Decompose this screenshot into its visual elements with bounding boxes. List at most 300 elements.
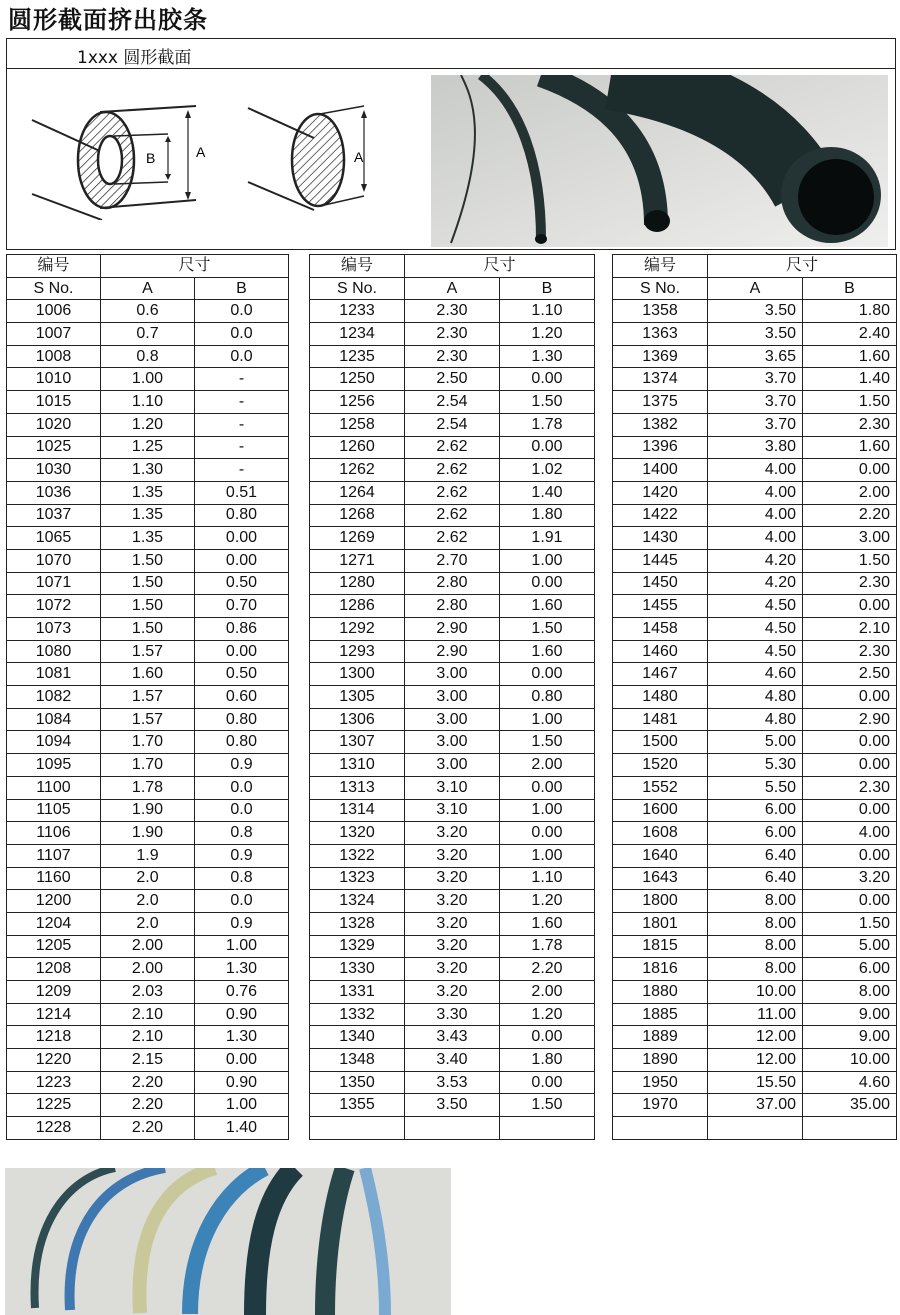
cell-a: 3.00	[405, 754, 500, 777]
cell-sno: 1600	[613, 799, 708, 822]
table-row	[613, 527, 897, 550]
cell-b: 1.60	[500, 912, 595, 935]
cell-b: 1.40	[195, 1117, 289, 1140]
cell-sno: 1358	[613, 300, 708, 323]
cell-b: 2.30	[803, 640, 897, 663]
table-row	[310, 844, 595, 867]
cell-a: 2.30	[405, 323, 500, 346]
cell-sno: 1080	[7, 640, 101, 663]
cell-sno: 1200	[7, 890, 101, 913]
cell-a: 3.00	[405, 686, 500, 709]
cell-a: 3.65	[708, 345, 803, 368]
table-row	[310, 618, 595, 641]
cell-b: 0.00	[195, 1049, 289, 1072]
cell-b: 1.20	[500, 1003, 595, 1026]
table-row	[7, 640, 289, 663]
cell-b: 6.00	[803, 958, 897, 981]
cell-a: 2.15	[101, 1049, 195, 1072]
cell-sno: 1552	[613, 776, 708, 799]
cell-b: 10.00	[803, 1049, 897, 1072]
cell-sno: 1422	[613, 504, 708, 527]
cell-a: 1.57	[101, 708, 195, 731]
cell-a: 2.62	[405, 504, 500, 527]
cell-sno: 1264	[310, 481, 405, 504]
cell-a: 4.50	[708, 640, 803, 663]
cell-b: 0.0	[195, 799, 289, 822]
table-row	[310, 527, 595, 550]
cell-sno: 1008	[7, 345, 101, 368]
cell-a: 0.6	[101, 300, 195, 323]
table-row	[310, 935, 595, 958]
cell-a: 3.20	[405, 890, 500, 913]
cell-sno: 1071	[7, 572, 101, 595]
cell-b: 1.00	[500, 708, 595, 731]
cell-sno: 1015	[7, 391, 101, 414]
cell-b: 0.0	[195, 345, 289, 368]
table-row	[613, 391, 897, 414]
cell-a: 3.50	[708, 323, 803, 346]
cell-sno: 1816	[613, 958, 708, 981]
table-row	[613, 799, 897, 822]
table-row	[613, 776, 897, 799]
table-row	[7, 890, 289, 913]
cell-sno: 1420	[613, 481, 708, 504]
table-row	[7, 481, 289, 504]
cell-a: 1.25	[101, 436, 195, 459]
table-row	[310, 504, 595, 527]
cell-a: 3.00	[405, 708, 500, 731]
cell-sno: 1458	[613, 618, 708, 641]
cell-b: 5.00	[803, 935, 897, 958]
cell-sno: 1467	[613, 663, 708, 686]
cell-sno: 1396	[613, 436, 708, 459]
cell-sno: 1262	[310, 459, 405, 482]
table-row	[310, 459, 595, 482]
table-row	[7, 867, 289, 890]
cell-b: 0.50	[195, 663, 289, 686]
cell-a: 1.57	[101, 640, 195, 663]
header-no-en: S No.	[7, 277, 101, 300]
cell-b: -	[195, 391, 289, 414]
cell-sno: 1500	[613, 731, 708, 754]
cell-b: 0.0	[195, 890, 289, 913]
table-row	[613, 1003, 897, 1026]
table-row	[310, 981, 595, 1004]
table-row	[310, 300, 595, 323]
cell-sno: 1970	[613, 1094, 708, 1117]
table-row	[310, 799, 595, 822]
cell-a: 2.0	[101, 912, 195, 935]
table-row	[310, 595, 595, 618]
cell-sno: 1889	[613, 1026, 708, 1049]
cell-b: 1.00	[195, 935, 289, 958]
cell-a: 1.90	[101, 799, 195, 822]
cell-sno: 1037	[7, 504, 101, 527]
table-row	[613, 1049, 897, 1072]
cell-b: 1.91	[500, 527, 595, 550]
cell-b: 2.00	[500, 754, 595, 777]
cell-b: 1.50	[500, 618, 595, 641]
cell-sno: 1006	[7, 300, 101, 323]
cell-b: 0.70	[195, 595, 289, 618]
table-row	[613, 345, 897, 368]
cell-b: 0.00	[803, 799, 897, 822]
table-row	[7, 686, 289, 709]
cell-b: 0.00	[500, 436, 595, 459]
header-size-cn: 尺寸	[101, 255, 289, 278]
header-no-en: S No.	[613, 277, 708, 300]
section-title: 1xxx 圆形截面	[77, 48, 192, 68]
cell-a: 2.54	[405, 413, 500, 436]
product-photo-colored-cords	[5, 1168, 451, 1315]
cell-a: 3.00	[405, 663, 500, 686]
cell-b: 8.00	[803, 981, 897, 1004]
table-row	[7, 708, 289, 731]
table-row	[7, 345, 289, 368]
cell-sno: 1885	[613, 1003, 708, 1026]
cell-sno: 1225	[7, 1094, 101, 1117]
cell-b: 1.00	[195, 1094, 289, 1117]
cell-b: 1.40	[803, 368, 897, 391]
cell-a: 6.00	[708, 799, 803, 822]
header-no-cn: 编号	[7, 255, 101, 278]
cell-a: 6.40	[708, 844, 803, 867]
cell-sno: 1260	[310, 436, 405, 459]
cell-b: 0.80	[195, 731, 289, 754]
cell-b: 0.00	[803, 459, 897, 482]
cell-a: 2.20	[101, 1117, 195, 1140]
table-row	[310, 890, 595, 913]
cell-a: 3.43	[405, 1026, 500, 1049]
cell-b: -	[195, 459, 289, 482]
cell-a: 3.40	[405, 1049, 500, 1072]
cell-sno: 1025	[7, 436, 101, 459]
cell-b	[803, 1117, 897, 1140]
cell-b: 1.50	[500, 1094, 595, 1117]
table-row	[7, 368, 289, 391]
table-row	[310, 822, 595, 845]
cell-a: 3.30	[405, 1003, 500, 1026]
size-table-3-body	[613, 255, 897, 1140]
cell-a: 2.50	[405, 368, 500, 391]
cell-b: 9.00	[803, 1003, 897, 1026]
cell-b: 1.60	[500, 640, 595, 663]
cell-a: 2.62	[405, 436, 500, 459]
cell-sno: 1020	[7, 413, 101, 436]
cell-sno: 1801	[613, 912, 708, 935]
size-table-2-body	[310, 255, 595, 1140]
table-row	[7, 981, 289, 1004]
table-row	[7, 822, 289, 845]
cell-b: 1.30	[195, 958, 289, 981]
cell-a: 2.0	[101, 890, 195, 913]
header-size-cn: 尺寸	[405, 255, 595, 278]
header-size-cn: 尺寸	[708, 255, 897, 278]
cell-a: 5.00	[708, 731, 803, 754]
cell-sno: 1350	[310, 1071, 405, 1094]
table-row	[7, 799, 289, 822]
cell-sno: 1094	[7, 731, 101, 754]
cell-a: 2.30	[405, 300, 500, 323]
cell-b: 2.40	[803, 323, 897, 346]
cell-sno: 1218	[7, 1026, 101, 1049]
cell-sno: 1460	[613, 640, 708, 663]
cell-b: 1.60	[803, 436, 897, 459]
cell-sno: 1375	[613, 391, 708, 414]
cell-b: 2.90	[803, 708, 897, 731]
cell-b: 1.78	[500, 935, 595, 958]
cell-b: 0.00	[500, 1026, 595, 1049]
table-row	[613, 754, 897, 777]
cell-a: 2.54	[405, 391, 500, 414]
table-row	[613, 686, 897, 709]
cell-b: 2.20	[500, 958, 595, 981]
cell-a: 3.20	[405, 844, 500, 867]
cell-sno: 1268	[310, 504, 405, 527]
table-row	[613, 708, 897, 731]
table-row	[613, 436, 897, 459]
table-row	[613, 912, 897, 935]
cell-sno: 1323	[310, 867, 405, 890]
cell-b: 1.78	[500, 413, 595, 436]
header-b: B	[803, 277, 897, 300]
table-row	[310, 731, 595, 754]
cell-a: 1.35	[101, 527, 195, 550]
cell-sno: 1890	[613, 1049, 708, 1072]
cell-sno: 1292	[310, 618, 405, 641]
cell-a: 2.03	[101, 981, 195, 1004]
cell-a: 1.10	[101, 391, 195, 414]
cell-a: 12.00	[708, 1049, 803, 1072]
cell-a: 2.30	[405, 345, 500, 368]
header-no-en: S No.	[310, 277, 405, 300]
cell-b: 1.50	[803, 549, 897, 572]
cell-a: 4.00	[708, 504, 803, 527]
cell-b: 1.60	[803, 345, 897, 368]
table-row	[7, 572, 289, 595]
cross-section-diagram	[18, 60, 398, 220]
cell-sno: 1082	[7, 686, 101, 709]
cell-sno: 1007	[7, 323, 101, 346]
cell-sno: 1340	[310, 1026, 405, 1049]
header-row-cn	[613, 255, 897, 278]
header-b: B	[500, 277, 595, 300]
table-row	[310, 323, 595, 346]
cell-a: 4.00	[708, 459, 803, 482]
cell-a: 5.50	[708, 776, 803, 799]
cell-sno: 1310	[310, 754, 405, 777]
cell-sno: 1233	[310, 300, 405, 323]
cell-a: 2.10	[101, 1003, 195, 1026]
cell-b: 1.30	[500, 345, 595, 368]
table-row	[613, 595, 897, 618]
size-table-1	[6, 254, 289, 1140]
cell-b: 2.30	[803, 413, 897, 436]
table-row	[7, 527, 289, 550]
cell-b: 1.00	[500, 844, 595, 867]
cell-sno: 1363	[613, 323, 708, 346]
cell-sno: 1065	[7, 527, 101, 550]
table-row	[613, 300, 897, 323]
cell-sno: 1081	[7, 663, 101, 686]
cell-b: 2.10	[803, 618, 897, 641]
cell-sno: 1348	[310, 1049, 405, 1072]
cell-b: 0.9	[195, 912, 289, 935]
table-row	[7, 1071, 289, 1094]
cell-sno: 1455	[613, 595, 708, 618]
product-photo-tubes	[431, 75, 888, 247]
table-row	[7, 549, 289, 572]
cell-b: 2.50	[803, 663, 897, 686]
cell-b: 0.00	[803, 686, 897, 709]
table-row	[613, 1026, 897, 1049]
table-row	[310, 481, 595, 504]
cell-b	[500, 1117, 595, 1140]
cell-a: 3.50	[708, 300, 803, 323]
cell-b: 0.0	[195, 776, 289, 799]
cell-sno: 1107	[7, 844, 101, 867]
cell-a: 1.50	[101, 549, 195, 572]
cell-b: 2.30	[803, 572, 897, 595]
cell-a	[708, 1117, 803, 1140]
table-row	[7, 1094, 289, 1117]
cell-a: 2.62	[405, 527, 500, 550]
cell-a: 2.10	[101, 1026, 195, 1049]
table-row	[310, 413, 595, 436]
table-row	[613, 1094, 897, 1117]
cell-sno: 1214	[7, 1003, 101, 1026]
cell-a: 4.00	[708, 527, 803, 550]
cell-sno: 1010	[7, 368, 101, 391]
table-row	[310, 912, 595, 935]
cell-b: 35.00	[803, 1094, 897, 1117]
table-row	[7, 1117, 289, 1140]
table-row	[613, 618, 897, 641]
cell-a: 1.00	[101, 368, 195, 391]
cell-sno: 1640	[613, 844, 708, 867]
cell-sno: 1815	[613, 935, 708, 958]
cell-a: 4.50	[708, 618, 803, 641]
cell-b: 9.00	[803, 1026, 897, 1049]
cell-b: 0.00	[500, 663, 595, 686]
cell-sno	[310, 1117, 405, 1140]
cell-b: 0.00	[803, 731, 897, 754]
table-row	[613, 1117, 897, 1140]
table-row	[310, 754, 595, 777]
cell-a: 1.30	[101, 459, 195, 482]
cell-a: 6.00	[708, 822, 803, 845]
cell-a: 8.00	[708, 958, 803, 981]
cell-b: 2.20	[803, 504, 897, 527]
cell-sno: 1800	[613, 890, 708, 913]
cell-sno: 1095	[7, 754, 101, 777]
cell-a: 1.50	[101, 572, 195, 595]
cell-a: 3.70	[708, 368, 803, 391]
cell-b: 0.00	[500, 572, 595, 595]
cell-b: 0.00	[803, 595, 897, 618]
table-row	[7, 436, 289, 459]
diagram-label-a: A	[196, 144, 206, 160]
table-row	[310, 368, 595, 391]
cell-a: 3.70	[708, 391, 803, 414]
table-row	[613, 844, 897, 867]
table-row	[7, 391, 289, 414]
table-row	[613, 640, 897, 663]
cell-sno: 1160	[7, 867, 101, 890]
cell-b: 0.00	[500, 368, 595, 391]
cell-b: 0.00	[195, 549, 289, 572]
table-row	[310, 1026, 595, 1049]
cell-a: 10.00	[708, 981, 803, 1004]
cell-b: 2.30	[803, 776, 897, 799]
header-row-en	[310, 277, 595, 300]
cell-sno: 1280	[310, 572, 405, 595]
cell-a: 2.00	[101, 935, 195, 958]
cell-a: 1.50	[101, 595, 195, 618]
table-row	[7, 323, 289, 346]
table-row	[613, 413, 897, 436]
hollow-tube-diagram	[32, 106, 206, 220]
table-row	[310, 663, 595, 686]
solid-cord-diagram	[248, 106, 367, 210]
cell-b: 3.20	[803, 867, 897, 890]
cell-b: 1.40	[500, 481, 595, 504]
cell-b: 0.00	[195, 527, 289, 550]
cell-b: 0.80	[500, 686, 595, 709]
diagram-label-b: B	[146, 150, 156, 166]
cell-a: 1.20	[101, 413, 195, 436]
cell-a: 2.62	[405, 481, 500, 504]
cell-sno: 1608	[613, 822, 708, 845]
header-no-cn: 编号	[613, 255, 708, 278]
cell-sno: 1271	[310, 549, 405, 572]
table-row	[7, 663, 289, 686]
cell-a: 8.00	[708, 890, 803, 913]
cell-b: 2.00	[500, 981, 595, 1004]
cell-sno: 1228	[7, 1117, 101, 1140]
cell-a: 2.70	[405, 549, 500, 572]
cell-sno: 1208	[7, 958, 101, 981]
cell-b: 0.9	[195, 754, 289, 777]
cell-b: 0.00	[803, 754, 897, 777]
table-row	[7, 912, 289, 935]
cell-a: 2.62	[405, 459, 500, 482]
table-row	[613, 935, 897, 958]
table-row	[7, 776, 289, 799]
cell-b: 0.90	[195, 1071, 289, 1094]
size-table-1-body	[7, 255, 289, 1140]
cell-b: 1.20	[500, 890, 595, 913]
cell-a: 1.60	[101, 663, 195, 686]
header-b: B	[195, 277, 289, 300]
cell-b: 1.50	[803, 391, 897, 414]
cell-b: 0.00	[500, 776, 595, 799]
table-row	[613, 368, 897, 391]
cell-sno: 1258	[310, 413, 405, 436]
cell-a: 2.80	[405, 595, 500, 618]
cell-a: 2.0	[101, 867, 195, 890]
cell-a: 3.53	[405, 1071, 500, 1094]
cell-sno: 1322	[310, 844, 405, 867]
table-row	[310, 708, 595, 731]
cell-sno: 1220	[7, 1049, 101, 1072]
table-row	[7, 1049, 289, 1072]
cell-sno: 1320	[310, 822, 405, 845]
cell-a: 1.78	[101, 776, 195, 799]
cell-sno: 1305	[310, 686, 405, 709]
cell-sno: 1030	[7, 459, 101, 482]
cell-a: 1.9	[101, 844, 195, 867]
